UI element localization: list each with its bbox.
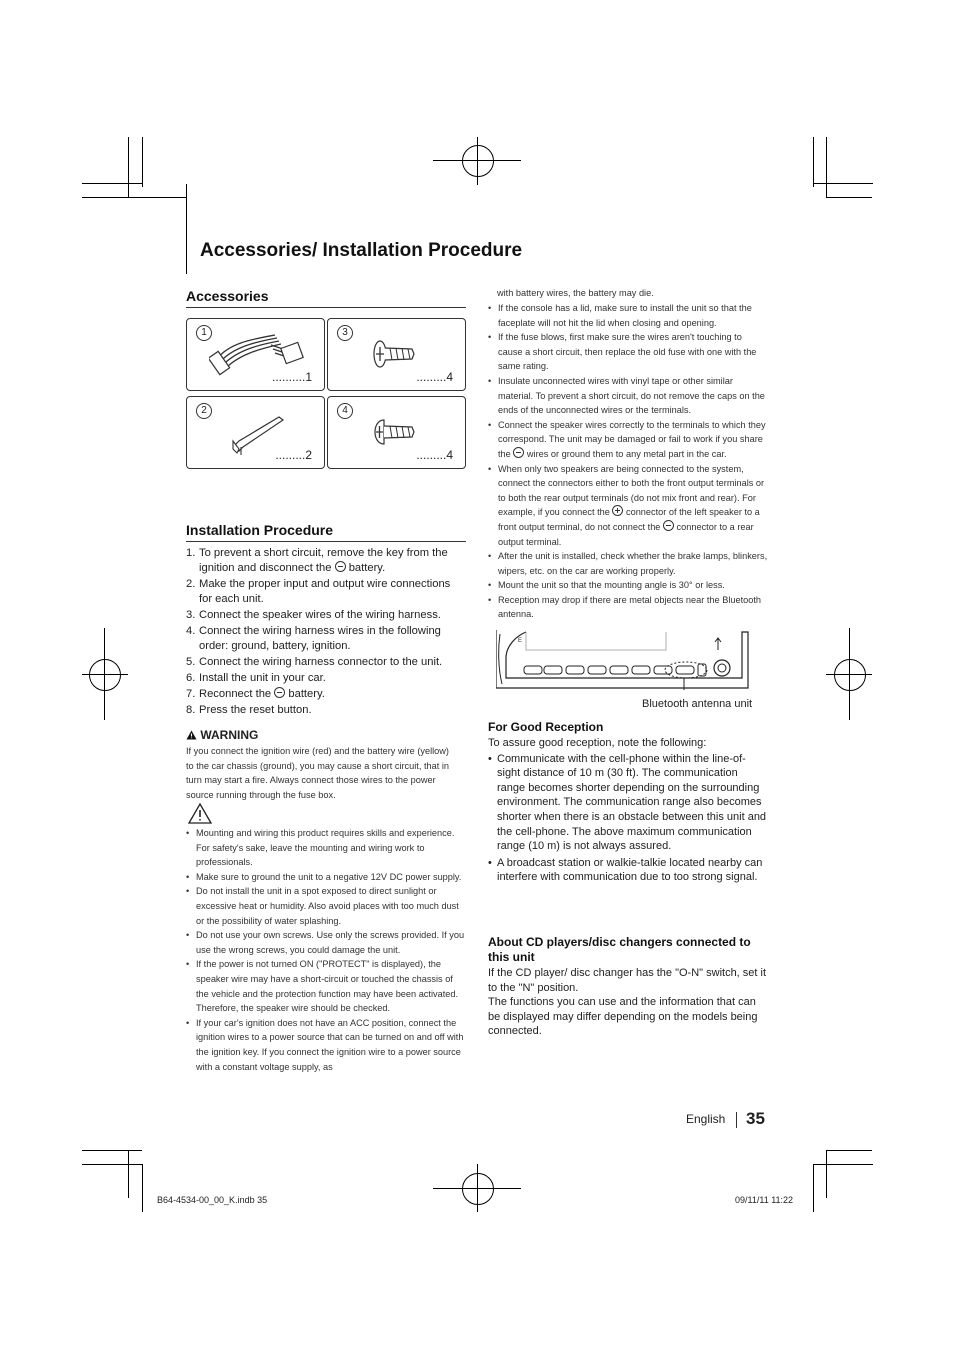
accessory-qty: .........2	[275, 448, 312, 462]
accessory-qty: .........4	[416, 370, 453, 384]
accessory-number: 3	[337, 325, 353, 341]
list-item: • After the unit is installed, check whether the brake lamps, blinkers, wipers, etc. on the car are working properly.	[488, 551, 768, 576]
list-item: 4. Connect the wiring harness wires in the following order: ground, battery, ignition.	[186, 625, 441, 652]
accessories-heading: Accessories	[186, 288, 269, 304]
accessory-4	[327, 396, 466, 469]
list-item: • If the console has a lid, make sure to install the unit so that the faceplate will not hit the lid when closing and opening.	[488, 303, 752, 328]
plus-terminal-icon	[612, 505, 623, 516]
installation-steps	[186, 546, 466, 719]
reception-section	[488, 720, 768, 885]
cd-heading: About CD players/disc changers connected to this unit	[488, 935, 751, 964]
list-item: 2. Make the proper input and output wire connections for each unit.	[186, 578, 451, 605]
cd-text-1: If the CD player/ disc changer has the "O-N" switch, set it to the "N" position.	[488, 967, 767, 994]
slug-file: B64-4534-00_00_K.indb 35	[157, 1195, 268, 1205]
title-bar	[186, 184, 187, 274]
cd-text-2: The functions you can use and the information that can be displayed may differ depending on the models being connected.	[488, 996, 758, 1038]
continued-text: with battery wires, the battery may die.	[497, 288, 654, 298]
warning-icon	[186, 730, 197, 740]
list-item: • Reception may drop if there are metal objects near the Bluetooth antenna.	[488, 594, 762, 620]
installation-rule	[186, 541, 466, 542]
list-item: • Connect the speaker wires correctly to the terminals to which they correspond. The unit may be damaged or fail to work if you share the wires or ground them to any metal part in the car.	[488, 419, 766, 459]
reception-intro: To assure good reception, note the following:	[488, 737, 707, 749]
list-item: 8. Press the reset button.	[186, 704, 312, 716]
unit-faceplate-illustration	[496, 628, 752, 690]
svg-text:E: E	[518, 638, 523, 644]
right-bullet-list	[488, 301, 768, 622]
page-number: 35	[746, 1109, 765, 1128]
list-item: • If the fuse blows, first make sure the wires aren't touching to cause a short circuit, then replace the old fuse with one with the same rating.	[488, 332, 757, 372]
warning-text: If you connect the ignition wire (red) and the battery wire (yellow) to the car chassis (ground), you may cause a short circuit, that in turn may start a fire. Always connect those wires to the power source running through the fuse box.	[186, 746, 449, 800]
accessory-qty: .........4	[416, 448, 453, 462]
accessory-2	[186, 396, 325, 469]
flat-screw-icon	[370, 337, 420, 371]
accessory-1	[186, 318, 325, 391]
list-item: 6. Install the unit in your car.	[186, 672, 326, 684]
accessory-3	[327, 318, 466, 391]
list-item: • Make sure to ground the unit to a negative 12V DC power supply.	[186, 871, 462, 882]
list-item: • Insulate unconnected wires with vinyl tape or other similar material. To prevent a short circuit, do not remove the caps on the ends of the unconnected wires or the terminals.	[488, 375, 765, 416]
accessories-rule	[186, 307, 466, 308]
language-label: English	[686, 1112, 726, 1126]
minus-terminal-icon	[663, 520, 674, 531]
list-item: • If your car's ignition does not have an ACC position, connect the ignition wires to a power source that can be turned on and off with the ignition key. If you connect the ignition wire to a power source with a constant voltage supply, as	[186, 1017, 464, 1072]
list-item: 7. Reconnect the battery.	[186, 688, 325, 700]
slug-date: 09/11/11 11:22	[735, 1195, 794, 1205]
footer-divider	[736, 1112, 737, 1128]
list-item: • Do not use your own screws. Use only the screws provided. If you use the wrong screws, you could damage the unit.	[186, 930, 465, 955]
caution-icon	[188, 803, 212, 824]
installation-heading: Installation Procedure	[186, 522, 334, 538]
list-item: • If the power is not turned ON ("PROTECT" is displayed), the speaker wire may have a short-circuit or touched the chassis of the vehicle and the protection function may have been activated. Therefore, the speaker wire should be checked.	[186, 959, 459, 1014]
list-item: 1. To prevent a short circuit, remove the key from the ignition and disconnect the battery.	[186, 547, 448, 574]
reception-list	[488, 752, 768, 885]
warning-heading: WARNING	[186, 728, 258, 742]
list-item: • Mounting and wiring this product requires skills and experience. For safety's sake, leave the mounting and wiring work to professionals.	[186, 828, 455, 868]
page-title: Accessories/ Installation Procedure	[200, 240, 523, 261]
list-item: • When only two speakers are being connected to the system, connect the connectors either to both the front output terminals or to both the rear output terminals (do not mix front and rear). For example, if you connect the connector of the left speaker to a front output terminal, do not connect the connector to a rear output terminal.	[488, 463, 765, 547]
list-item: • Do not install the unit in a spot exposed to direct sunlight or excessive heat or humidity. Also avoid places with too much dust or the possibility of water splashing.	[186, 886, 459, 926]
figure-caption: Bluetooth antenna unit	[642, 698, 753, 710]
minus-terminal-icon	[335, 561, 346, 572]
reception-heading: For Good Reception	[488, 720, 604, 734]
accessory-number: 2	[196, 403, 212, 419]
accessory-number: 1	[196, 325, 212, 341]
list-item: 5. Connect the wiring harness connector to the unit.	[186, 656, 443, 668]
list-item: • A broadcast station or walkie-talkie located nearby can interfere with communication due to too strong signal.	[488, 856, 763, 884]
list-item: • Communicate with the cell-phone within the line-of-sight distance of 10 m (30 ft). The communication range becomes shorter depending on the surrounding environment. The communication range also becomes shorter when there is an obstacle between this unit and the cell-phone. The above maximum communication range (10 m) is not always assured.	[488, 752, 767, 853]
cd-section	[488, 935, 768, 1039]
caution-list	[186, 826, 466, 1074]
list-item: 3. Connect the speaker wires of the wiring harness.	[186, 609, 441, 621]
minus-terminal-icon	[274, 687, 285, 698]
accessory-number: 4	[337, 403, 353, 419]
round-screw-icon	[370, 415, 420, 449]
list-item: • Mount the unit so that the mounting angle is 30° or less.	[488, 580, 725, 591]
minus-terminal-icon	[513, 447, 524, 458]
accessory-qty: ..........1	[271, 370, 312, 384]
